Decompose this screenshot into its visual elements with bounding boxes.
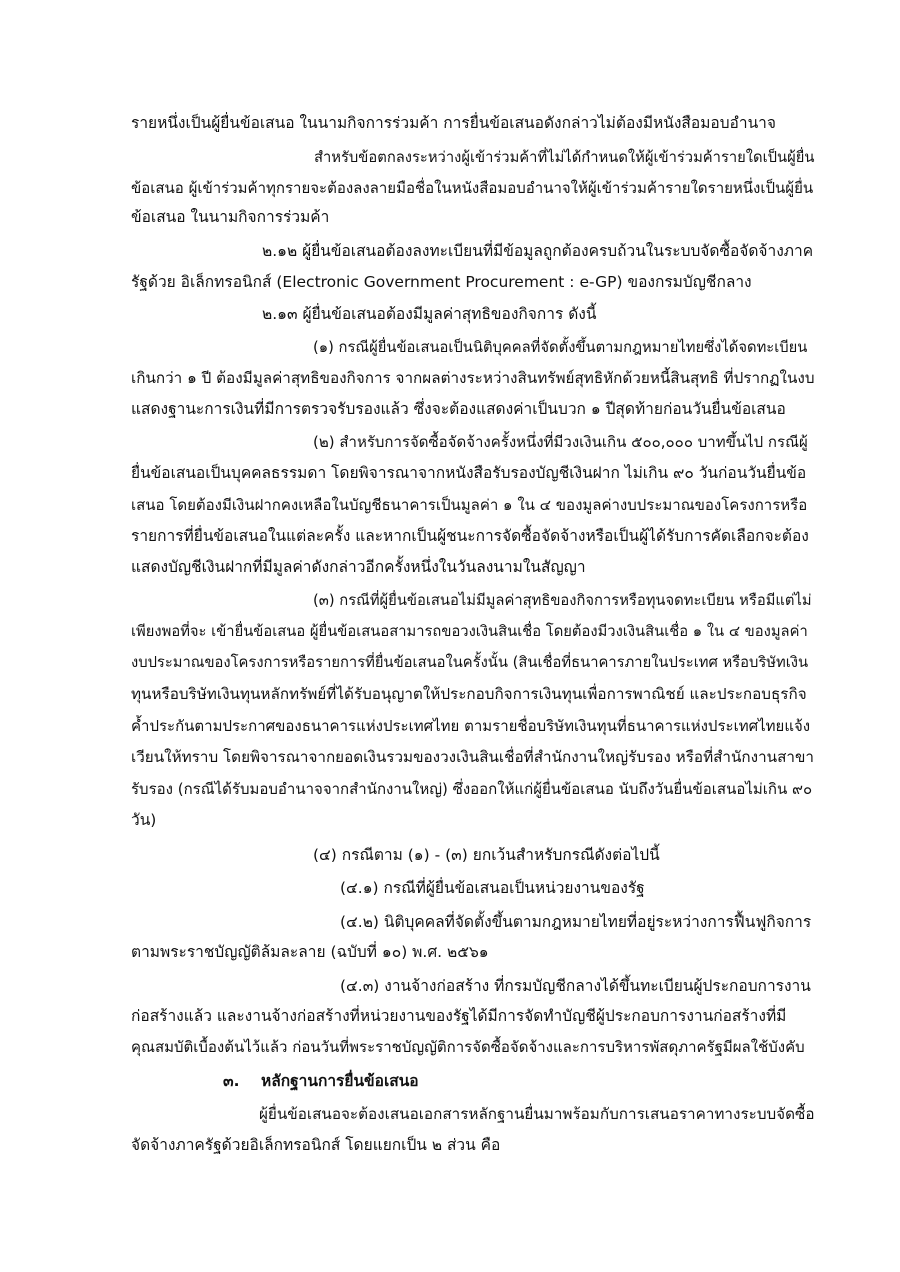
paragraph-line: ยื่นข้อเสนอเป็นบุคคลธรรมดา โดยพิจารณาจากหนังสือรับรองบัญชีเงินฝาก ไม่เกิน ๙๐ วันก่อนวันยื่นข้อ: [131, 464, 807, 482]
paragraph-line: งบประมาณของโครงการหรือรายการที่ยื่นข้อเสนอในครั้งนั้น (สินเชื่อที่ธนาคารภายในประเทศ หรือบริษัทเงิน: [131, 654, 809, 671]
section-3-title: หลักฐานการยื่นข้อเสนอ: [261, 1072, 419, 1090]
paragraph-line: ผู้ยื่นข้อเสนอจะต้องเสนอเอกสารหลักฐานยื่นมาพร้อมกับการเสนอราคาทางระบบจัดซื้อ: [259, 1105, 815, 1123]
paragraph-line: เพียงพอที่จะ เข้ายื่นข้อเสนอ ผู้ยื่นข้อเสนอสามารถขอวงเงินสินเชื่อ โดยต้องมีวงเงินสินเชื่อ ๑ ใน ๔ ของมูลค่า: [131, 623, 808, 640]
item-4-1: (๔.๑) กรณีที่ผู้ยื่นข้อเสนอเป็นหน่วยงานของรัฐ: [340, 879, 645, 897]
paragraph-line: จัดจ้างภาครัฐด้วยอิเล็กทรอนิกส์ โดยแยกเป็น ๒ ส่วน คือ: [131, 1136, 501, 1154]
paragraph-line: เสนอ โดยต้องมีเงินฝากคงเหลือในบัญชีธนาคารเป็นมูลค่า ๑ ใน ๔ ของมูลค่างบประมาณของโครงการหรือ: [131, 496, 808, 514]
paragraph-line: ก่อสร้างแล้ว และงานจ้างก่อสร้างที่หน่วยงานของรัฐได้มีการจัดทำบัญชีผู้ประกอบการงานก่อสร้างที่มี: [131, 1007, 787, 1025]
paragraph-line: ตามพระราชบัญญัติล้มละลาย (ฉบับที่ ๑๐) พ.ศ. ๒๕๖๑: [131, 943, 489, 961]
paragraph-line: ค้ำประกันตามประกาศของธนาคารแห่งประเทศไทย ตามรายชื่อบริษัทเงินทุนที่ธนาคารแห่งประเทศไทยแจ้ง: [131, 717, 811, 735]
clause-2-13: ๒.๑๓ ผู้ยื่นข้อเสนอต้องมีมูลค่าสุทธิของกิจการ ดังนี้: [262, 305, 597, 323]
paragraph-line: รายหนึ่งเป็นผู้ยื่นข้อเสนอ ในนามกิจการร่วมค้า การยื่นข้อเสนอดังกล่าวไม่ต้องมีหนังสือมอบอำนาจ: [131, 114, 776, 132]
paragraph-line: คุณสมบัติเบื้องต้นไว้แล้ว ก่อนวันที่พระราชบัญญัติการจัดซื้อจัดจ้างและการบริหารพัสดุภาครัฐมีผลใช้บังคับ: [131, 1038, 805, 1056]
item-3: (๓) กรณีที่ผู้ยื่นข้อเสนอไม่มีมูลค่าสุทธิของกิจการหรือทุนจดทะเบียน หรือมีแต่ไม่: [313, 592, 812, 609]
clause-2-12: ๒.๑๒ ผู้ยื่นข้อเสนอต้องลงทะเบียนที่มีข้อมูลถูกต้องครบถ้วนในระบบจัดซื้อจัดจ้างภาค: [262, 242, 814, 260]
paragraph-line: รับรอง (กรณีได้รับมอบอำนาจจากสำนักงานใหญ่) ซึ่งออกให้แก่ผู้ยื่นข้อเสนอ นับถึงวันยื่นข้อเสนอไม่เกิน ๙๐: [131, 780, 813, 798]
section-3-number: ๓.: [223, 1072, 240, 1090]
paragraph-line: สำหรับข้อตกลงระหว่างผู้เข้าร่วมค้าที่ไม่ได้กำหนดให้ผู้เข้าร่วมค้ารายใดเป็นผู้ยื่น: [314, 149, 815, 166]
paragraph-line: ข้อเสนอ ผู้เข้าร่วมค้าทุกรายจะต้องลงลายมือชื่อในหนังสือมอบอำนาจให้ผู้เข้าร่วมค้ารายใดรายหนึ่งเป็นผู้ยื่น: [131, 179, 814, 197]
paragraph-line: เกินกว่า ๑ ปี ต้องมีมูลค่าสุทธิของกิจการ จากผลต่างระหว่างสินทรัพย์สุทธิหักด้วยหนี้สินสุทธิ ที่ปรากฏในงบ: [131, 369, 815, 387]
paragraph-line: แสดงบัญชีเงินฝากที่มีมูลค่าดังกล่าวอีกครั้งหนึ่งในวันลงนามในสัญญา: [131, 558, 586, 576]
item-4-2: (๔.๒) นิติบุคคลที่จัดตั้งขึ้นตามกฎหมายไทยที่อยู่ระหว่างการฟื้นฟูกิจการ: [340, 913, 812, 931]
paragraph-line: แสดงฐานะการเงินที่มีการตรวจรับรองแล้ว ซึ่งจะต้องแสดงค่าเป็นบวก ๑ ปีสุดท้ายก่อนวันยื่นข้อเสนอ: [131, 400, 786, 418]
paragraph-line: รายการที่ยื่นข้อเสนอในแต่ละครั้ง และหากเป็นผู้ชนะการจัดซื้อจัดจ้างหรือเป็นผู้ได้รับการคัดเลือกจะต้อง: [131, 527, 809, 545]
item-4-3: (๔.๓) งานจ้างก่อสร้าง ที่กรมบัญชีกลางได้ขึ้นทะเบียนผู้ประกอบการงาน: [340, 977, 811, 995]
paragraph-line: รัฐด้วย อิเล็กทรอนิกส์ (Electronic Government Procurement : e-GP) ของกรมบัญชีกลาง: [131, 273, 752, 291]
item-4: (๔) กรณีตาม (๑) - (๓) ยกเว้นสำหรับกรณีดังต่อไปนี้: [313, 846, 660, 864]
paragraph-line: เวียนให้ทราบ โดยพิจารณาจากยอดเงินรวมของวงเงินสินเชื่อที่สำนักงานใหญ่รับรอง หรือที่สำนักงานสาขา: [131, 748, 814, 766]
item-1: (๑) กรณีผู้ยื่นข้อเสนอเป็นนิติบุคคลที่จัดตั้งขึ้นตามกฎหมายไทยซึ่งได้จดทะเบียน: [313, 339, 808, 356]
item-2: (๒) สำหรับการจัดซื้อจัดจ้างครั้งหนึ่งที่มีวงเงินเกิน ๕๐๐,๐๐๐ บาทขึ้นไป กรณีผู้: [313, 433, 808, 451]
paragraph-line: ข้อเสนอ ในนามกิจการร่วมค้า: [131, 208, 330, 226]
paragraph-line: ทุนหรือบริษัทเงินทุนหลักทรัพย์ที่ได้รับอนุญาตให้ประกอบกิจการเงินทุนเพื่อการพาณิชย์ และประกอบธุรกิจ: [131, 685, 807, 703]
paragraph-line: วัน): [131, 811, 157, 829]
